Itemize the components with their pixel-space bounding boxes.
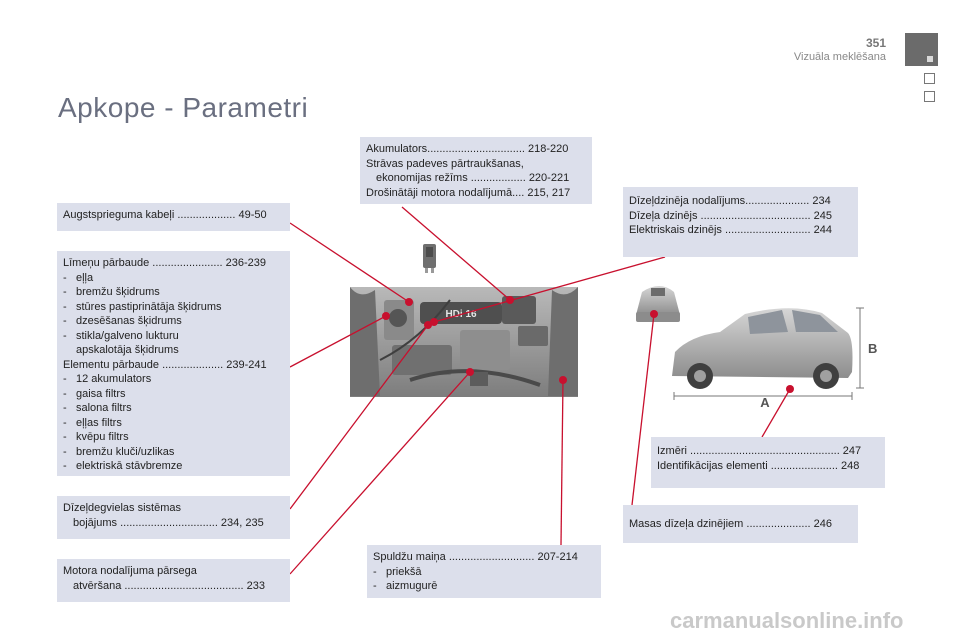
box-high-voltage-cables (57, 203, 290, 231)
index-entry-economy-mode[interactable]: ekonomijas režīms .................. 220-221 (376, 172, 570, 184)
list-item: eļļas filtrs (76, 416, 122, 429)
tyre-kit-icon (636, 286, 680, 322)
car-side-view (672, 308, 877, 410)
callout-dot (382, 312, 390, 320)
fuse-icon (423, 244, 436, 273)
engine-bay-image (350, 287, 578, 397)
list-item: stikla/galveno lukturu (76, 329, 179, 342)
page-title: Apkope - Parametri (58, 92, 309, 123)
callout-dot (506, 296, 514, 304)
box-battery (360, 137, 592, 204)
watermark: carmanualsonline.info (670, 608, 904, 633)
list-item: stūres pastiprinātāja šķidrums (76, 300, 222, 313)
callout-dot (786, 385, 794, 393)
list-item: salona filtrs (76, 402, 132, 414)
list-item: gaisa filtrs (76, 387, 126, 400)
index-entry-weights[interactable]: Masas dīzeļa dzinējiem ..................... 246 (629, 518, 832, 530)
index-entry-bonnet-pages[interactable]: atvēršana ....................................... 233 (73, 579, 265, 592)
index-entry-diesel-engine[interactable]: Dīzeļa dzinējs .................................... 245 (629, 209, 832, 222)
dimension-b-label: B (868, 341, 878, 356)
box-bonnet-opening (57, 559, 290, 602)
index-entry-power-cut[interactable]: Strāvas padeves pārtraukšanas, (366, 157, 524, 170)
index-entry-battery[interactable]: Akumulators................................ 218-220 (366, 143, 569, 155)
box-bulb-replacement: Spuldžu maiņa ............................ 207-214 - priekšā - aizmugurē (367, 545, 601, 598)
index-entry-identification[interactable]: Identifikācijas elementi ...................... 248 (657, 459, 860, 472)
section-title: Vizuāla meklēšana (793, 51, 886, 63)
callout-dot (430, 318, 438, 326)
index-entry-bulbs[interactable]: Spuldžu maiņa ............................ 207-214 (373, 551, 578, 563)
dimension-a-label: A (760, 395, 770, 410)
index-entry-diesel-bay[interactable]: Dīzeļdzinēja nodalījums..................... 234 (629, 195, 831, 207)
list-item: dzesēšanas šķidrums (76, 315, 182, 327)
callout-dot (650, 310, 658, 318)
index-entry-high-voltage[interactable]: Augstsprieguma kabeļi ................... 49-50 (63, 209, 267, 221)
page-number: 351 (865, 36, 886, 50)
list-item: bremžu šķidrums (76, 286, 160, 298)
index-entry-level-checks[interactable]: Līmeņu pārbaude ....................... 236-239 (63, 257, 267, 269)
callout-dot (466, 368, 474, 376)
list-item: bremžu kluči/uzlikas (76, 445, 175, 458)
list-item: elektriskā stāvbremze (76, 460, 183, 472)
index-entry-diesel-fuel-pages[interactable]: bojājums ................................ 234, 235 (73, 516, 264, 529)
list-item: eļļa (76, 271, 94, 284)
callout-dot (405, 298, 413, 306)
list-item: aizmugurē (386, 580, 438, 592)
box-diesel-fuel-system (57, 496, 290, 539)
list-item: kvēpu filtrs (76, 431, 129, 443)
index-entry-fuses[interactable]: Drošinātāji motora nodalījumā.... 215, 217 (366, 186, 571, 199)
index-entry-diesel-fuel[interactable]: Dīzeļdegvielas sistēmas (63, 502, 181, 514)
engine-badge: HDi 16 (445, 309, 477, 320)
index-entry-bonnet[interactable]: Motora nodalījuma pārsega (63, 565, 197, 577)
index-entry-element-checks[interactable]: Elementu pārbaude .................... 239-241 (63, 358, 267, 371)
callout-dot (559, 376, 567, 384)
index-entry-electric-motor[interactable]: Elektriskais dzinējs ............................ 244 (629, 224, 832, 236)
box-dimensions (651, 437, 885, 488)
box-weights (623, 505, 858, 543)
list-item-continued: apskalotāja šķidrums (76, 344, 179, 356)
index-entry-dimensions[interactable]: Izmēri ................................................. 247 (657, 445, 862, 457)
list-item: priekšā (386, 565, 422, 578)
box-engines (623, 187, 858, 257)
list-item: 12 akumulators (76, 373, 152, 385)
box-level-checks: Līmeņu pārbaude ....................... 236-239 - eļļa - bremžu šķidrums - stūres pastiprinātāja šķidrums - dzesēšanas šķidrums - stikla/galveno lukturu apskalotāja šķidrums Elementu pārbaude .................... 239-241 - 12 akumulators - gaisa filtrs - salona filtrs - eļļas filtrs - kvēpu filtrs - bremžu kluči/uzlikas - elektriskā stāvbremze (57, 251, 290, 476)
